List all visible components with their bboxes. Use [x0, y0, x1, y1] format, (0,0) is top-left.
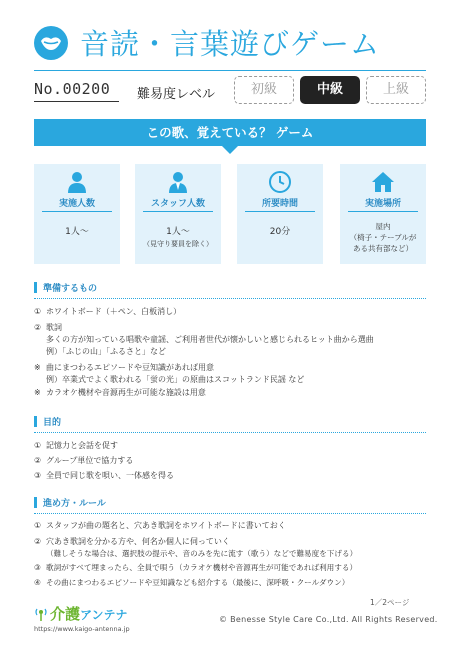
info-value-main: 屋内 [375, 222, 391, 231]
section-rules-heading [34, 495, 426, 511]
section-title: 準備するもの [43, 284, 98, 294]
info-box-location [340, 164, 426, 264]
info-box-staff [135, 164, 221, 264]
section-bar [34, 282, 37, 293]
clock-icon [268, 170, 292, 194]
level-beginner: 初級 [234, 76, 294, 104]
list-item [34, 470, 174, 482]
list-mark: ② [34, 323, 42, 332]
info-value: 1人〜 [65, 227, 89, 237]
info-rule [348, 211, 418, 212]
list-mark: ※ [34, 363, 41, 372]
list-text: 歌詞 [46, 323, 62, 332]
list-text: 例）卒業式でよく歌われる「蛍の光」の原曲はスコットランド民謡 など [46, 375, 305, 384]
list-item [34, 362, 214, 374]
lips-logo-icon [34, 26, 68, 60]
level-advanced: 上級 [366, 76, 426, 104]
staff-icon [166, 170, 190, 194]
list-mark: ④ [34, 578, 41, 587]
section-bar [34, 497, 37, 508]
info-value: 1人〜 [166, 227, 190, 237]
list-item [34, 440, 118, 452]
list-mark: ③ [34, 471, 42, 480]
copyright: © Benesse Style Care Co.,Ltd. All Rights Reserved. [219, 615, 438, 624]
info-sub: （椅子・テーブルが ある共有部など） [349, 233, 417, 253]
info-box-participants [34, 164, 120, 264]
list-item [34, 562, 357, 574]
list-item [34, 536, 230, 548]
list-text: 全員で同じ歌を唄い、一体感を得る [46, 471, 174, 480]
list-text: スタッフが曲の題名と、穴あき歌詞をホワイトボードに書いておく [46, 521, 286, 530]
person-icon [65, 170, 89, 194]
list-text: 曲にまつわるエピソードや豆知識があれば用意 [46, 363, 214, 372]
section-rule [34, 432, 426, 433]
info-head: 所要時間 [261, 199, 298, 209]
list-item [34, 455, 133, 467]
list-text: グループ単位で協力する [46, 456, 134, 465]
document-number: No.00200 [34, 80, 111, 98]
section-rule [34, 513, 426, 514]
list-text: （難しそうな場合は、選択肢の提示や、音のみを先に流す（歌う）などで難易度を下げる） [46, 549, 358, 558]
page-number: 1／2ページ [370, 598, 410, 607]
house-icon [371, 170, 395, 194]
info-box-duration [237, 164, 323, 264]
list-text: 記憶力と会話を促す [46, 441, 118, 450]
info-value: 20分 [269, 227, 291, 237]
list-item [46, 374, 304, 386]
list-item [34, 322, 62, 334]
section-rule [34, 298, 426, 299]
info-head: 実施人数 [58, 199, 95, 209]
list-text: カラオケ機材や音源再生が可能な施設は用意 [46, 388, 206, 397]
number-underline [34, 101, 119, 102]
brand-kai: 介護 [50, 605, 81, 623]
antenna-icon [34, 606, 48, 622]
section-goal-heading [34, 414, 426, 430]
info-sub: （見守り要員を除く） [143, 240, 213, 248]
list-item [34, 577, 349, 589]
site-url[interactable]: https://www.kaigo-antenna.jp [34, 625, 130, 633]
brand-logo[interactable] [50, 603, 128, 624]
list-item [34, 306, 181, 318]
info-head: 実施場所 [364, 199, 401, 209]
list-text: その曲にまつわるエピソードや豆知識なども紹介する（最後に、深呼吸・クールダウン） [46, 578, 350, 587]
list-mark: ① [34, 521, 42, 530]
difficulty-label: 難易度レベル [137, 87, 216, 102]
banner-pointer [222, 146, 238, 154]
list-text: 例）「ふじの山」「ふるさと」など [46, 347, 166, 356]
info-value [340, 221, 426, 254]
section-bar [34, 416, 37, 427]
info-rule [245, 211, 315, 212]
list-item [34, 387, 206, 399]
list-item [46, 548, 357, 560]
section-prep-heading [34, 280, 426, 296]
list-text: 多くの方が知っている唱歌や童謡、ご利用者世代が懐かしいと感じられるヒット曲から選曲 [46, 335, 374, 344]
info-head: スタッフ人数 [150, 199, 205, 209]
list-mark: ① [34, 307, 42, 316]
list-item [46, 334, 374, 346]
title-divider [34, 70, 426, 71]
list-item [34, 520, 286, 532]
list-text: ホワイトボード（＋ペン、白板消し） [46, 307, 182, 316]
info-rule [42, 211, 112, 212]
info-rule [143, 211, 213, 212]
list-text: 穴あき歌詞を分かる方や、何名か個人に伺っていく [46, 537, 230, 546]
game-banner: この歌、覚えている？ ゲーム [34, 119, 426, 146]
list-mark: ③ [34, 563, 41, 572]
level-intermediate: 中級 [300, 76, 360, 104]
list-mark: ※ [34, 388, 41, 397]
section-title: 目的 [43, 418, 62, 428]
list-mark: ② [34, 456, 42, 465]
page-title: 音読・言葉遊びゲーム [80, 27, 381, 61]
list-item [46, 346, 166, 358]
list-mark: ① [34, 441, 42, 450]
list-text: 歌詞がすべて埋まったら、全員で唄う（カラオケ機材や音源再生が可能であれば利用する） [46, 563, 358, 572]
section-title: 進め方・ルール [43, 499, 106, 509]
brand-rest: アンテナ [80, 608, 128, 622]
list-mark: ② [34, 537, 42, 546]
